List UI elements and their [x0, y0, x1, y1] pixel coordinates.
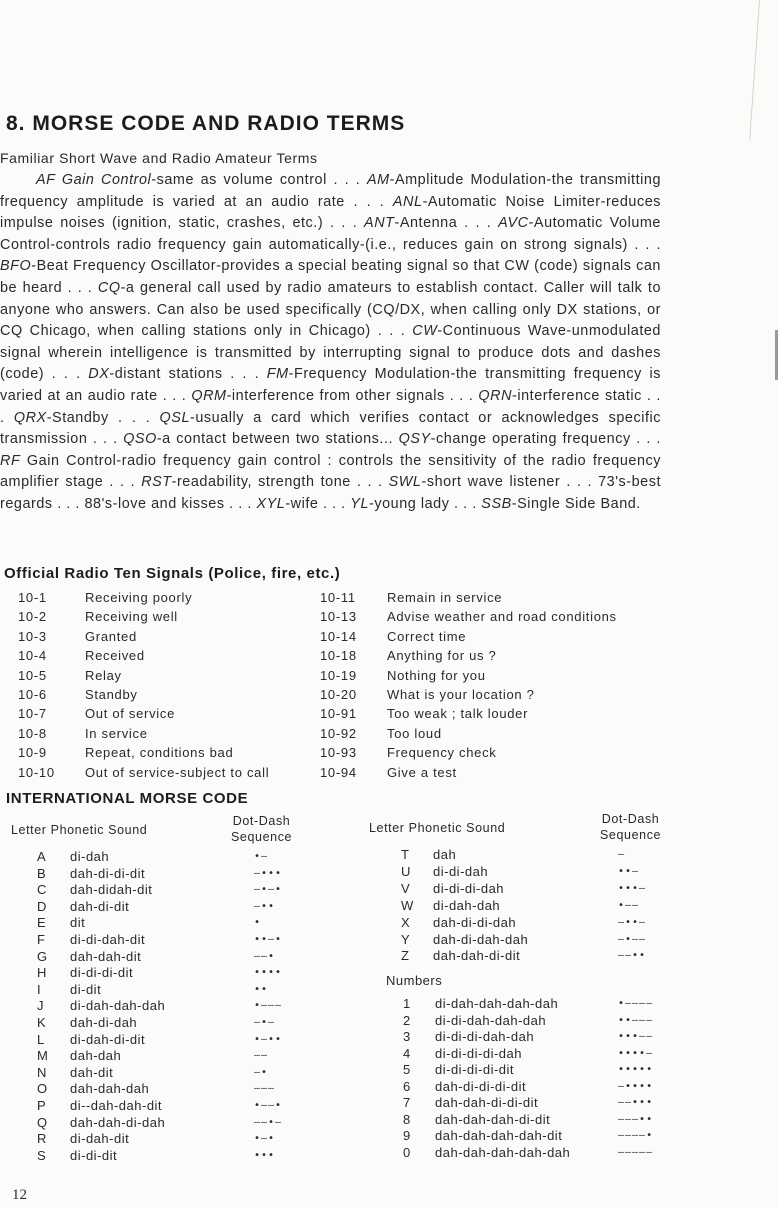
- term-definition: -Single Side Band.: [511, 495, 641, 512]
- ten-code: 10-14: [320, 628, 357, 644]
- morse-sequence: ––•–: [254, 1116, 283, 1128]
- term-definition: -Amplitude Modulation-the transmitting frequency amplitude is varied at an audio rate . . .: [0, 172, 661, 210]
- ten-meaning: Too weak ; talk louder: [387, 706, 529, 722]
- morse-char: X: [401, 914, 411, 930]
- morse-left-seq-header: [231, 813, 292, 845]
- term-definition: -same as volume control . . .: [151, 172, 367, 188]
- ten-meaning: Advise weather and road conditions: [387, 609, 617, 625]
- morse-sound: dit: [70, 915, 86, 931]
- term-definition: -usually a card which verifies contact or acknowledges specific transmission . . .: [0, 409, 661, 448]
- morse-sound: di-di-di-dit: [70, 965, 134, 981]
- ten-code: 10-20: [320, 687, 357, 702]
- morse-char: C: [37, 882, 47, 898]
- ten-code: 10-9: [18, 745, 47, 761]
- ten-meaning: Remain in service: [387, 590, 503, 605]
- morse-sequence: –––––: [618, 1146, 654, 1158]
- morse-sequence: ••–: [618, 865, 640, 877]
- morse-char: P: [37, 1098, 47, 1113]
- ten-meaning: Receiving well: [85, 609, 178, 625]
- term-definition: -a general call used by radio amateurs to establish contact. Caller will talk to anyone who answers. Can also be used specifically (CQ/DX, when calling only DX stations, or CQ Chicago, when calling stations only in Chicago) . . .: [0, 279, 661, 340]
- morse-sequence: ––••: [618, 950, 647, 962]
- ten-meaning: Received: [85, 648, 145, 664]
- morse-sound: dah-di-di-dah: [433, 914, 517, 930]
- term-abbrev: DX: [88, 366, 110, 383]
- morse-sequence: –––••: [618, 1113, 654, 1125]
- morse-sequence: •–––: [254, 1000, 283, 1012]
- morse-char: A: [37, 849, 47, 864]
- morse-sound: di-dah-dah-dah-dah: [435, 996, 559, 1011]
- ten-code: 10-93: [320, 745, 357, 761]
- morse-sequence: –•••: [254, 867, 283, 879]
- morse-sound: dah-di-dah-dah: [433, 931, 529, 947]
- morse-char: M: [37, 1048, 49, 1064]
- morse-right-letter-header: Letter Phonetic Sound: [369, 821, 506, 835]
- ten-meaning: Repeat, conditions bad: [85, 745, 234, 761]
- term-abbrev: QSO: [123, 431, 157, 448]
- term-abbrev: AM: [366, 172, 390, 188]
- morse-sound: dah-dah: [70, 1048, 122, 1064]
- morse-sound: di-dah-dah: [433, 897, 501, 913]
- morse-char: J: [37, 998, 44, 1014]
- ten-meaning: Frequency check: [387, 745, 497, 761]
- numbers-label: Numbers: [386, 973, 443, 988]
- morse-char: Z: [401, 948, 410, 964]
- ten-code: 10-7: [18, 706, 47, 722]
- morse-sound: di-di-di-di-dah: [435, 1045, 522, 1061]
- term-definition: -Automatic Volume Control-controls radio frequency gain automatically-(i.e., reduces gain on strong signals) . . .: [0, 215, 661, 253]
- morse-sequence: –••••: [618, 1080, 654, 1092]
- term-abbrev: SWL: [388, 474, 422, 491]
- morse-sequence: –•–•: [254, 884, 283, 896]
- terms-paragraph: [0, 170, 661, 516]
- ten-meaning: Out of service-subject to call: [85, 764, 270, 780]
- morse-sequence: •••••: [618, 1064, 654, 1075]
- morse-sequence: ––•••: [618, 1097, 654, 1108]
- ten-meaning: Relay: [85, 667, 122, 683]
- ten-code: 10-10: [18, 764, 55, 780]
- ten-signals-title: Official Radio Ten Signals: [4, 565, 204, 582]
- ten-code: 10-8: [18, 725, 47, 741]
- morse-char: 2: [403, 1012, 411, 1028]
- term-abbrev: QRX: [13, 409, 47, 426]
- term-abbrev: CW: [412, 323, 438, 340]
- morse-sequence: •––––: [618, 998, 654, 1009]
- term-abbrev: SSB: [481, 495, 512, 512]
- morse-sound: di-di-di-dah-dah: [435, 1029, 535, 1044]
- term-definition: -Automatic Noise Limiter-reduces impulse noises (ignition, static, crashes, etc.) . . .: [0, 193, 661, 232]
- morse-sound: dah-dah-dah-di-dit: [435, 1111, 551, 1127]
- morse-sequence: •––: [618, 899, 640, 911]
- morse-sound: di-dah-dah-dah: [70, 998, 166, 1014]
- morse-sequence: •––•: [254, 1100, 283, 1111]
- morse-sound: di-dit: [70, 981, 102, 997]
- morse-sound: dah-dah-dit: [70, 948, 142, 964]
- morse-sequence: ••••: [254, 967, 283, 979]
- morse-sound: dah-dah-dah-dah-dit: [435, 1128, 563, 1143]
- term-definition: -interference from other signals . . .: [226, 387, 479, 404]
- morse-sequence: –––: [254, 1083, 276, 1095]
- morse-sequence: •: [254, 917, 262, 929]
- morse-char: N: [37, 1064, 47, 1080]
- morse-char: 1: [403, 996, 411, 1011]
- morse-sequence: ••••–: [618, 1047, 654, 1059]
- morse-char: E: [37, 915, 47, 931]
- term-definition: -a contact between two stations...: [156, 431, 399, 448]
- term-definition: -young lady . . .: [369, 495, 482, 512]
- morse-sound: di-di-dah-dit: [70, 932, 146, 947]
- morse-sequence: –•–: [254, 1017, 276, 1028]
- ten-code: 10-94: [320, 764, 357, 780]
- morse-char: B: [37, 865, 47, 881]
- morse-char: V: [401, 880, 411, 896]
- term-definition: -distant stations . . .: [109, 366, 267, 383]
- term-definition: Gain Control-radio frequency gain control : controls the sensitivity of the radio frequency amplifier stage . . .: [0, 452, 661, 491]
- ten-code: 10-91: [320, 706, 357, 722]
- morse-sound: dah-dah-dah: [70, 1081, 150, 1097]
- morse-sequence: –••–: [618, 916, 647, 928]
- term-abbrev: XYL: [256, 495, 286, 512]
- term-definition: -Antenna . . .: [394, 215, 499, 232]
- morse-sequence: ––––•: [618, 1130, 654, 1141]
- term-definition: -Continuous Wave-unmodulated signal wherein intelligence is transmitted by interrupting signal to produce dots and dashes (code) . . .: [0, 323, 661, 383]
- seq-header-line-2: Sequence: [600, 828, 662, 842]
- morse-char: 9: [403, 1128, 411, 1143]
- morse-right-seq-header: [600, 811, 661, 843]
- morse-sequence: •••––: [618, 1031, 654, 1042]
- ten-code: 10-1: [18, 590, 47, 605]
- morse-sound: di-di-di-dah: [433, 880, 505, 896]
- term-abbrev: AF Gain Control: [36, 172, 152, 188]
- ten-code: 10-5: [18, 667, 47, 683]
- term-abbrev: QRN: [478, 387, 513, 404]
- morse-sequence: •–••: [254, 1033, 283, 1045]
- morse-heading: INTERNATIONAL MORSE CODE: [6, 790, 249, 807]
- term-abbrev: RF: [0, 452, 21, 469]
- ten-code: 10-3: [18, 628, 47, 644]
- term-abbrev: FM: [266, 366, 289, 383]
- ten-meaning: Anything for us ?: [387, 648, 497, 664]
- morse-char: 5: [403, 1062, 411, 1077]
- ten-code: 10-6: [18, 687, 47, 702]
- morse-sound: di-di-dah-dah-dah: [435, 1012, 547, 1028]
- morse-sequence: •–•: [254, 1133, 276, 1145]
- ten-code: 10-13: [320, 609, 357, 625]
- morse-char: 3: [403, 1029, 411, 1044]
- morse-sequence: ––: [254, 1050, 269, 1062]
- morse-char: 7: [403, 1095, 411, 1110]
- ten-meaning: In service: [85, 725, 148, 741]
- morse-sound: dah-didah-dit: [70, 882, 153, 898]
- morse-char: T: [401, 847, 410, 862]
- morse-sound: di-di-di-di-dit: [435, 1062, 515, 1077]
- ten-meaning: Give a test: [387, 764, 457, 780]
- term-definition: -readability, strength tone . . .: [171, 474, 389, 491]
- morse-char: 8: [403, 1111, 411, 1127]
- section-subtitle: Familiar Short Wave and Radio Amateur Terms: [0, 150, 318, 166]
- morse-char: G: [37, 948, 48, 964]
- morse-sound: di-di-dah: [433, 863, 489, 879]
- term-abbrev: CQ: [97, 279, 121, 296]
- morse-sound: dah-dah-di-dah: [70, 1114, 166, 1130]
- morse-left-letter-header: Letter Phonetic Sound: [11, 823, 148, 837]
- morse-char: 0: [403, 1144, 411, 1160]
- term-definition: -Beat Frequency Oscillator-provides a special beating signal so that CW (code) signals can be heard . . .: [0, 258, 661, 296]
- term-abbrev: QSL: [159, 409, 190, 426]
- term-definition: -interference static . . .: [0, 387, 661, 426]
- ten-meaning: Correct time: [387, 628, 467, 644]
- morse-sound: di-dah-di-dit: [70, 1031, 146, 1047]
- morse-sequence: ––•: [254, 950, 276, 962]
- ten-meaning: Too loud: [387, 725, 442, 741]
- term-abbrev: AVC: [498, 215, 529, 232]
- ten-code: 10-18: [320, 648, 357, 664]
- morse-char: F: [37, 932, 46, 947]
- morse-sequence: –•: [254, 1066, 269, 1078]
- morse-sequence: •••–: [618, 882, 647, 894]
- ten-code: 10-19: [320, 667, 357, 683]
- ten-code: 10-11: [320, 590, 356, 605]
- morse-sequence: ••–––: [618, 1014, 654, 1026]
- morse-sound: dah-di-dit: [70, 898, 130, 914]
- term-abbrev: RST: [141, 474, 172, 491]
- ten-meaning: Nothing for you: [387, 667, 486, 683]
- morse-char: Q: [37, 1114, 48, 1130]
- morse-char: K: [37, 1015, 47, 1030]
- ten-signals-suffix: (Police, fire, etc.): [208, 565, 341, 582]
- morse-sound: dah-di-di-dit: [70, 865, 146, 881]
- term-definition: -wife . . .: [285, 495, 351, 512]
- ten-meaning: Granted: [85, 628, 137, 644]
- morse-char: S: [37, 1147, 47, 1163]
- morse-char: R: [37, 1131, 47, 1147]
- morse-sequence: •••: [254, 1149, 276, 1161]
- morse-sound: di--dah-dah-dit: [70, 1098, 163, 1113]
- morse-char: H: [37, 965, 47, 981]
- morse-sequence: ••–•: [254, 934, 283, 945]
- term-definition: -Frequency Modulation-the transmitting frequency is varied at an audio rate . . .: [0, 366, 661, 404]
- page-title: 8. MORSE CODE AND RADIO TERMS: [6, 112, 406, 135]
- morse-sound: dah-dah-dah-dah-dah: [435, 1144, 571, 1160]
- margin-line: [749, 0, 760, 140]
- morse-sequence: –: [618, 849, 626, 860]
- morse-sound: dah: [433, 847, 457, 862]
- term-abbrev: YL: [350, 495, 369, 512]
- morse-char: L: [37, 1031, 45, 1047]
- ten-meaning: Out of service: [85, 706, 175, 722]
- ten-meaning: What is your location ?: [387, 687, 535, 702]
- morse-sound: dah-dit: [70, 1064, 114, 1080]
- morse-sound: dah-di-dah: [70, 1015, 138, 1030]
- morse-char: D: [37, 898, 47, 914]
- morse-sound: dah-dah-di-dit: [433, 948, 521, 964]
- ten-meaning: Receiving poorly: [85, 590, 193, 605]
- morse-char: U: [401, 863, 411, 879]
- morse-sound: di-dah: [70, 849, 110, 864]
- morse-char: 6: [403, 1078, 411, 1094]
- morse-sequence: •–: [254, 851, 269, 862]
- term-abbrev: QRM: [191, 387, 227, 404]
- term-abbrev: ANT: [364, 215, 395, 232]
- seq-header-line-2: Sequence: [231, 830, 293, 844]
- morse-char: I: [37, 981, 42, 997]
- ten-code: 10-92: [320, 725, 357, 741]
- morse-sound: di-di-dit: [70, 1147, 118, 1163]
- morse-sequence: –••: [254, 900, 276, 912]
- term-abbrev: ANL: [392, 193, 423, 210]
- morse-sound: dah-di-di-di-dit: [435, 1078, 527, 1094]
- morse-char: Y: [401, 931, 411, 947]
- term-abbrev: BFO: [0, 258, 32, 275]
- morse-char: O: [37, 1081, 48, 1097]
- morse-sound: dah-dah-di-di-dit: [435, 1095, 539, 1110]
- ten-code: 10-4: [18, 648, 47, 664]
- ten-code: 10-2: [18, 609, 47, 625]
- term-definition: -change operating frequency . . .: [430, 431, 661, 448]
- seq-header-line-1: Dot-Dash: [601, 812, 660, 826]
- page-number: 12: [12, 1187, 27, 1203]
- term-definition: -Standby . . .: [46, 409, 160, 426]
- morse-sound: di-dah-dit: [70, 1131, 130, 1147]
- morse-char: 4: [403, 1045, 411, 1061]
- term-definition: -short wave listener . . . 73's-best regards . . . 88's-love and kisses . . .: [0, 474, 662, 512]
- ten-signals-heading: [4, 565, 340, 582]
- morse-sequence: –•––: [618, 933, 647, 945]
- morse-char: W: [401, 897, 414, 913]
- term-abbrev: QSY: [398, 431, 431, 448]
- ten-meaning: Standby: [85, 687, 138, 702]
- morse-sequence: ••: [254, 983, 269, 995]
- seq-header-line-1: Dot-Dash: [232, 814, 291, 828]
